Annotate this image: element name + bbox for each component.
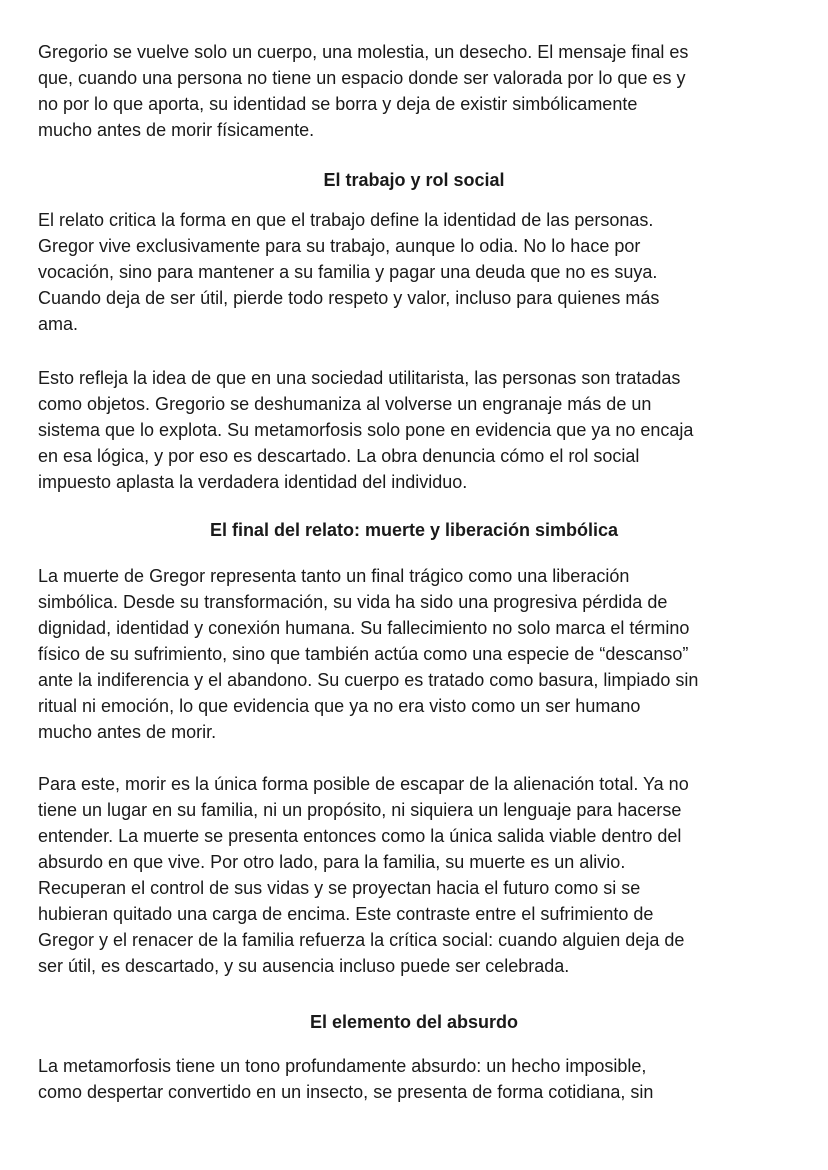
text-line: vocación, sino para mantener a su familia y pagar una deuda que no es suya. [38,262,658,282]
text-line: dignidad, identidad y conexión humana. Su fallecimiento no solo marca el término [38,618,690,638]
text-line: Esto refleja la idea de que en una sociedad utilitarista, las personas son tratadas [38,368,681,388]
text-line: La muerte de Gregor representa tanto un final trágico como una liberación [38,566,630,586]
text-line: La metamorfosis tiene un tono profundamente absurdo: un hecho imposible, [38,1056,647,1076]
paragraph-work-identity [38,207,798,337]
paragraph-death-of-gregor [38,563,798,745]
text-line: hubieran quitado una carga de encima. Este contraste entre el sufrimiento de [38,904,654,924]
text-line: sistema que lo explota. Su metamorfosis solo pone en evidencia que ya no encaja [38,420,694,440]
text-line: como despertar convertido en un insecto, se presenta de forma cotidiana, sin [38,1082,654,1102]
heading-work-social-role: El trabajo y rol social [323,170,505,190]
text-line: mucho antes de morir. [38,722,217,742]
text-line: en esa lógica, y por eso es descartado. La obra denuncia cómo el rol social [38,446,640,466]
text-line: que, cuando una persona no tiene un espacio donde ser valorada por lo que es y [38,68,686,88]
text-line: Gregor y el renacer de la familia refuerza la crítica social: cuando alguien deja de [38,930,685,950]
text-line: ante la indiferencia y el abandono. Su cuerpo es tratado como basura, limpiado sin [38,670,699,690]
heading-ending: El final del relato: muerte y liberación simbólica [209,520,619,540]
text-line: como objetos. Gregorio se deshumaniza al volverse un engranaje más de un [38,394,652,414]
paragraph-utilitarian-society [38,365,798,495]
text-line: Gregor vive exclusivamente para su trabajo, aunque lo odia. No lo hace por [38,236,641,256]
text-line: Gregorio se vuelve solo un cuerpo, una molestia, un desecho. El mensaje final es [38,42,689,62]
text-line: Cuando deja de ser útil, pierde todo respeto y valor, incluso para quienes más [38,288,660,308]
text-line: ser útil, es descartado, y su ausencia incluso puede ser celebrada. [38,956,570,976]
text-line: ama. [38,314,79,334]
text-line: tiene un lugar en su familia, ni un propósito, ni siquiera un lenguaje para hacerse [38,800,682,820]
paragraph-escape-alienation [38,771,798,979]
text-line: físico de su sufrimiento, sino que también actúa como una especie de “descanso” [38,644,689,664]
heading-absurd: El elemento del absurdo [309,1012,519,1032]
text-line: no por lo que aporta, su identidad se borra y deja de existir simbólicamente [38,94,638,114]
text-line: impuesto aplasta la verdadera identidad del individuo. [38,472,468,492]
text-line: ritual ni emoción, lo que evidencia que ya no era visto como un ser humano [38,696,641,716]
paragraph-identity-conclusion [38,39,798,143]
text-line: Recuperan el control de sus vidas y se proyectan hacia el futuro como si se [38,878,641,898]
text-line: simbólica. Desde su transformación, su vida ha sido una progresiva pérdida de [38,592,668,612]
paragraph-absurd-tone [38,1053,798,1105]
text-line: entender. La muerte se presenta entonces como la única salida viable dentro del [38,826,682,846]
text-line: El relato critica la forma en que el trabajo define la identidad de las personas. [38,210,654,230]
text-line: mucho antes de morir físicamente. [38,120,315,140]
text-line: Para este, morir es la única forma posible de escapar de la alienación total. Ya no [38,774,689,794]
text-line: absurdo en que vive. Por otro lado, para la familia, su muerte es un alivio. [38,852,626,872]
